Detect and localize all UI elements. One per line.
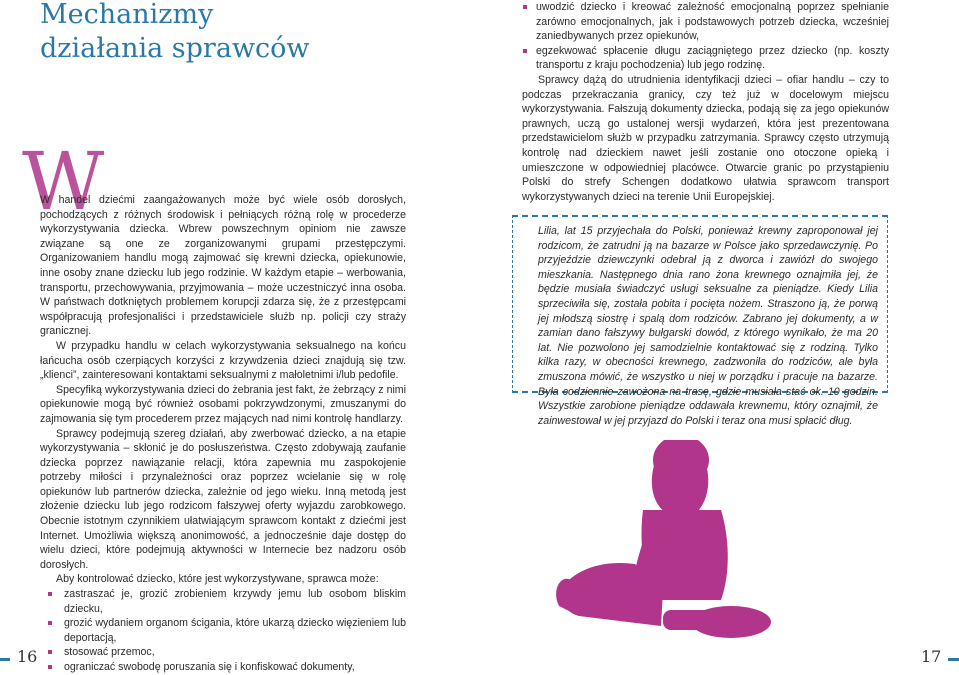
case-story-text: Lilia, lat 15 przyjechała do Polski, ponieważ krewny zaproponował jej rodzicom, że zatrudni ją na bazarze w Polsce jako sprzedawczynię. Po przyjeździe dziewczynki odebrał ją z dworca i zawiózł do swojego mieszkania. Następnego dnia rano żona krewnego oznajmiła jej, że będzie musiała świadczyć usługi seksualne za pieniądze. Kiedy Lilia sprzeciwiła się, została pobita i pocięta nożem. Straszono ją, że porwą jej młodszą siostrę i spalą dom rodziców. Zabrano jej dokumenty, a w zamian dano fałszywy bułgarski dowód, z którego wynikało, że ma 20 lat. Nie pozwolono jej samodzielnie kontaktować się z rodziną. Tylko kilka razy, w obecności krewnego, zadzwoniła do rodziców, ale była zmuszona mówić, że wszystko u niej w porządku i pracuje na bazarze. Była codziennie zawożona na trasę, gdzie musiała stać ok. 10 godzin. Wszystkie zarobione pieniądze oddawała krewnemu, który oznajmił, że zainwestował w jej przyjazd do Polski i teraz ona musi spłacić dług. bbox=[538, 225, 878, 427]
page-title bbox=[40, 0, 340, 66]
sitting-girl-illustration bbox=[543, 440, 783, 640]
list-item-text: uwodzić dziecko i kreować zależność emocjonalną poprzez spełnianie zarówno emocjonalnych, jak i podstawowych potrzeb dziecka, wcześniej zaniedbywanych przez opiekunów, bbox=[536, 1, 889, 43]
left-column bbox=[40, 193, 406, 675]
paragraph-methods: Sprawcy podejmują szereg działań, aby zwerbować dziecko, a na etapie wykorzystywania – skłonić je do posłuszeństwa. Często zdobywają zaufanie dziecka poprzez nawiązanie relacji, która zapewnia mu zaspokojenie potrzeby miłości i przynależności oraz poprzez wcielanie się w rolę opiekunów lub partnerów dziecka, zależnie od jego wieku. Inną metodą jest złożenie dziecku lub jego rodzicom fałszywej oferty wyjazdu zarobkowego. Obecnie istotnym czynnikiem ułatwiającym sprawcom kontakt z dziećmi jest Internet. Umożliwia większą anonimowość, a jednocześnie daje dostęp do wielu dzieci, które podejmują aktywności w Internecie bez nadzoru osób dorosłych. bbox=[40, 427, 406, 571]
bullet-icon bbox=[523, 49, 527, 53]
control-methods-list bbox=[40, 587, 406, 675]
bullet-icon bbox=[48, 621, 52, 625]
control-methods-list-continued bbox=[522, 0, 889, 73]
list-item-text: egzekwować spłacenie długu zaciągniętego przez dziecko (np. koszty transportu z kraju pochodzenia) lub jego rodzinę. bbox=[536, 44, 889, 72]
paragraph-intro: W handel dziećmi zaangażowanych może być wiele osób dorosłych, pochodzących z różnych środowisk i pełniących różną rolę w procederze wykorzystywania dziecka. Wbrew powszechnym opiniom nie zawsze związane są one ze zorganizowanymi grupami przestępczymi. Organizowaniem handlu mogą zajmować się krewni dziecka, opiekunowie, inne osoby znane dziecku lub jego rodzinie. W każdym etapie – werbowania, transportu, przechowywania, przyjmowania – może uczestniczyć inna osoba. W państwach dotkniętych problemem korupcji zdarza się, że z przestępcami współpracują profesjonaliści i przedstawiciele służb np. policji czy straży granicznej. bbox=[40, 194, 406, 338]
list-item-text: stosować przemoc, bbox=[64, 646, 155, 659]
paragraph-identification: Sprawcy dążą do utrudnienia identyfikacji dzieci – ofiar handlu – czy to podczas przekraczania granicy, czy też już w docelowym miejscu wykorzystywania. Fałszują dokumenty dziecka, podają się za jego opiekunów prawnych, uczą go ustalonej wersji wydarzeń, która jest prezentowana przedstawicielom służb w przypadku zatrzymania. Sprawcy często utrzymują kontrolę nad dzieckiem nawet jeśli zostanie ono otoczone opieką i umieszczone w odpowiedniej placówce. Otwarcie granic po przystąpieniu Polski do strefy Schengen dodatkowo ułatwia sprawcom transport wykorzystywanych dzieci na terenie Unii Europejskiej. bbox=[522, 73, 889, 203]
list-item bbox=[64, 616, 406, 645]
right-column bbox=[522, 0, 889, 204]
paragraph-begging: Specyfiką wykorzystywania dzieci do żebrania jest fakt, że żebrzący z nimi opiekunowie mogą być również osobami pokrzywdzonymi, zmuszanymi do zajmowania się tym procederem przez mających nad nimi kontrolę handlarzy. bbox=[40, 383, 406, 425]
bullet-icon bbox=[48, 592, 52, 596]
bullet-icon bbox=[48, 650, 52, 654]
paragraph-control: Aby kontrolować dziecko, które jest wykorzystywane, sprawca może: bbox=[56, 573, 379, 586]
bullet-icon bbox=[48, 665, 52, 669]
list-item bbox=[64, 587, 406, 616]
page-edge-bar-right bbox=[948, 658, 959, 661]
page-number-left: 16 bbox=[17, 647, 38, 666]
paragraph-clients: W przypadku handlu w celach wykorzystywania seksualnego na końcu łańcucha osób czerpiących korzyści z krzywdzenia dzieci znajdują się tzw. „klienci”, zainteresowani kontaktami seksualnymi z małoletnimi i/lub pedofile. bbox=[40, 339, 406, 382]
list-item-text: ograniczać swobodę poruszania się i konfiskować dokumenty, bbox=[64, 661, 355, 673]
list-item bbox=[64, 660, 406, 675]
page-number-right: 17 bbox=[921, 647, 942, 666]
bullet-icon bbox=[523, 5, 527, 9]
list-item-text: zastraszać je, grozić zrobieniem krzywdy jemu lub osobom bliskim dziecku, bbox=[64, 588, 406, 615]
page-edge-bar-left bbox=[0, 658, 10, 661]
list-item bbox=[536, 0, 889, 44]
list-item bbox=[536, 44, 889, 73]
list-item-text: grozić wydaniem organom ścigania, które ukarzą dziecko więzieniem lub deportacją, bbox=[64, 617, 406, 644]
list-item bbox=[64, 645, 406, 660]
title-line-2: działania sprawców bbox=[40, 33, 310, 64]
title-line-1: Mechanizmy bbox=[40, 0, 214, 30]
drop-cap: W bbox=[22, 135, 105, 228]
